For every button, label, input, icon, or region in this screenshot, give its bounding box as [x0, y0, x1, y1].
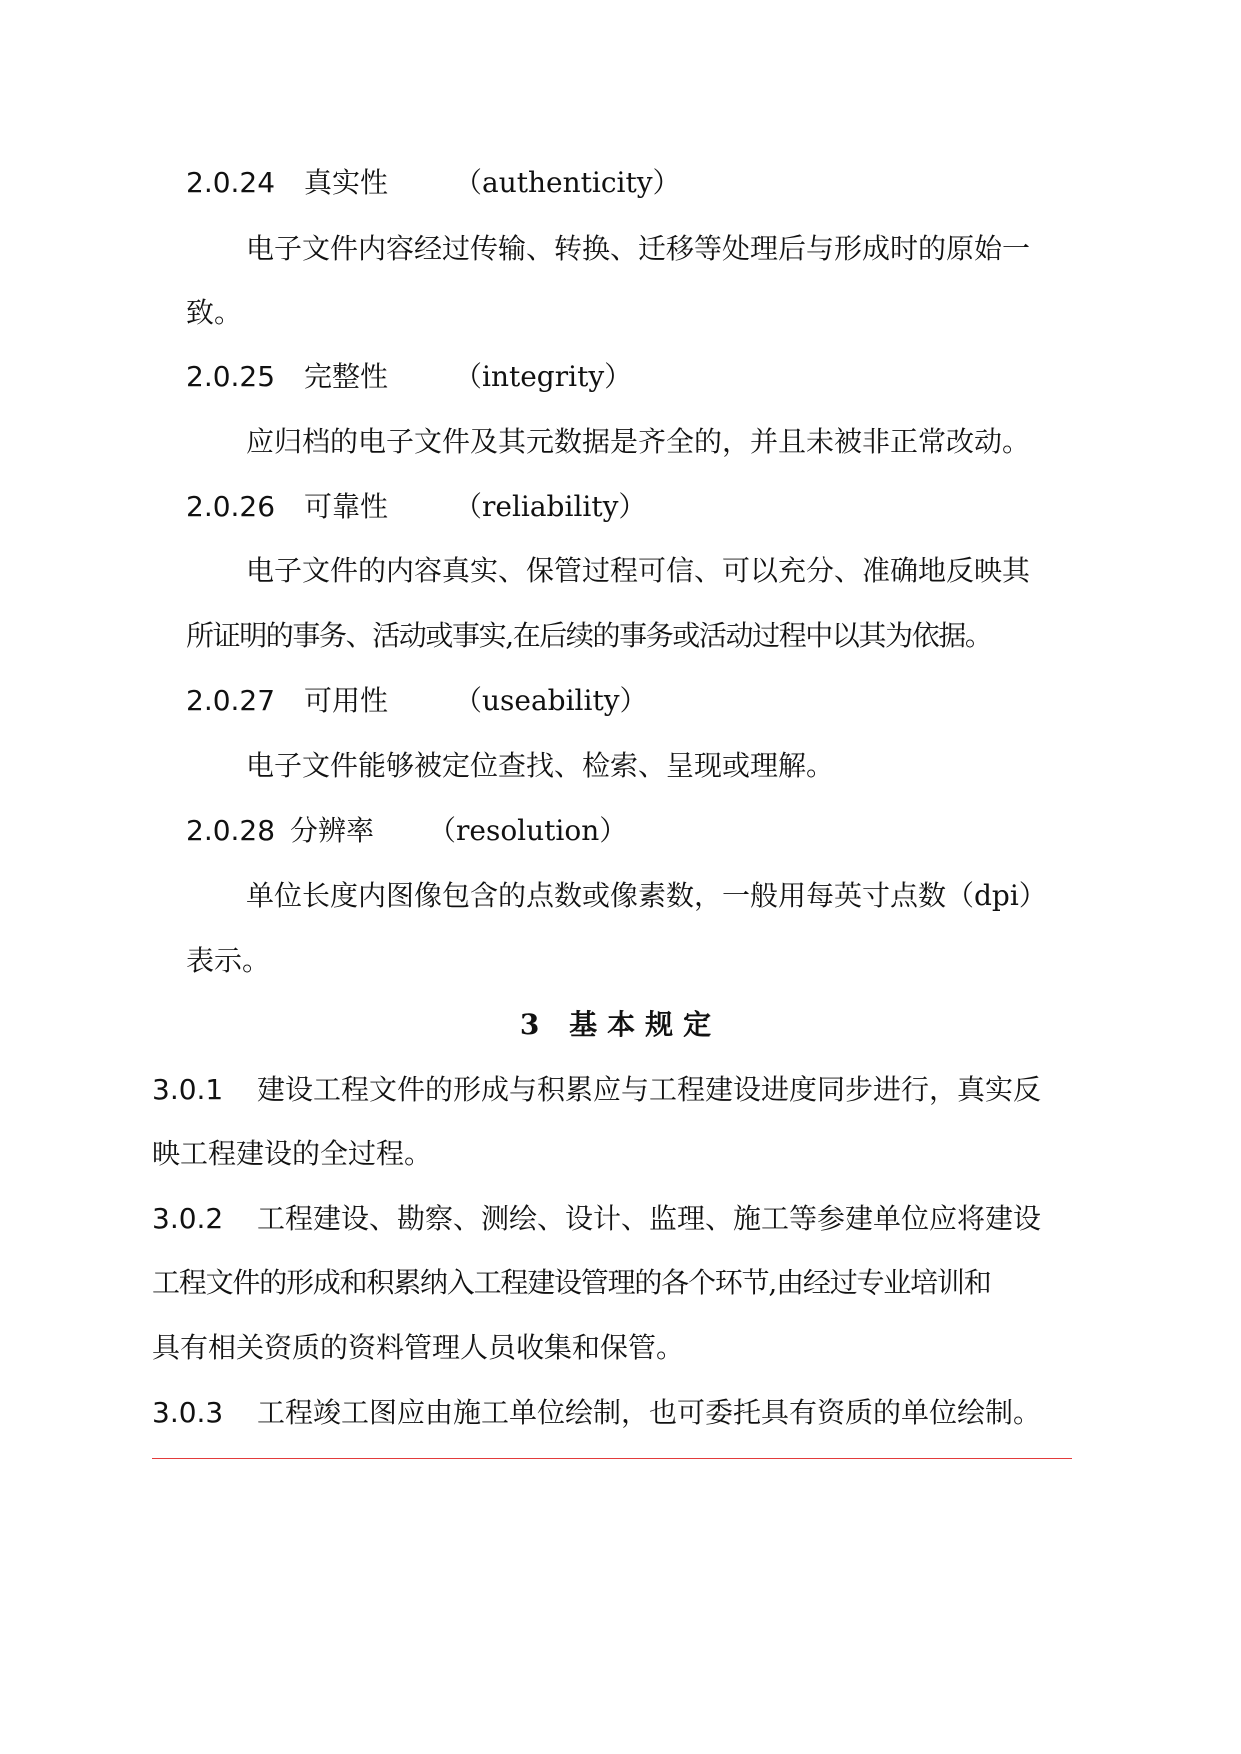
term-name: 完整性	[304, 360, 389, 393]
clause-3-0-2	[152, 1199, 1041, 1239]
term-name: 可靠性	[304, 490, 389, 523]
term-2-0-27	[186, 681, 648, 721]
term-2-0-25	[186, 357, 632, 397]
term-name: 分辨率	[290, 814, 375, 847]
clause-text-line: 建设工程文件的形成与积累应与工程建设进度同步进行，真实反	[257, 1073, 1042, 1106]
clause-text-line: 映工程建设的全过程。	[152, 1137, 433, 1170]
section-heading: 3 基本规定	[519, 1008, 722, 1041]
term-definition-line: 单位长度内图像包含的点数或像素数，一般用每英寸点数（dpi）	[246, 879, 1047, 912]
clause-text-line: 工程竣工图应由施工单位绘制，也可委托具有资质的单位绘制。	[257, 1396, 1042, 1429]
term-2-0-26	[186, 487, 646, 527]
term-definition-line: 电子文件的内容真实、保管过程可信、可以充分、准确地反映其	[246, 554, 1031, 587]
term-definition-line: 所证明的事务、活动或事实,在后续的事务或活动过程中以其为依据。	[186, 619, 992, 652]
clause-text-line: 具有相关资质的资料管理人员收集和保管。	[152, 1331, 685, 1364]
term-english: （useability）	[454, 684, 648, 717]
term-definition-line: 应归档的电子文件及其元数据是齐全的，并且未被非正常改动。	[246, 425, 1031, 458]
clause-number: 3.0.1	[152, 1073, 224, 1106]
clause-number: 3.0.2	[152, 1202, 224, 1235]
term-english: （resolution）	[428, 814, 628, 847]
clause-text-line: 工程建设、勘察、测绘、设计、监理、施工等参建单位应将建设	[257, 1202, 1042, 1235]
term-number: 2.0.26	[186, 490, 276, 523]
term-number: 2.0.24	[186, 166, 276, 199]
term-name: 真实性	[304, 166, 389, 199]
term-2-0-28	[186, 811, 627, 851]
clause-3-0-3	[152, 1393, 1041, 1433]
term-english: （authenticity）	[454, 166, 681, 199]
term-english: （reliability）	[454, 490, 647, 523]
red-horizontal-rule	[152, 1458, 1072, 1459]
term-2-0-24	[186, 163, 681, 203]
term-definition-line: 致。	[186, 296, 243, 329]
term-number: 2.0.28	[186, 814, 276, 847]
term-name: 可用性	[304, 684, 389, 717]
term-definition-line: 电子文件能够被定位查找、检索、呈现或理解。	[246, 749, 835, 782]
term-english: （integrity）	[454, 360, 633, 393]
clause-3-0-1	[152, 1070, 1041, 1110]
term-number: 2.0.27	[186, 684, 276, 717]
term-definition-line: 表示。	[186, 944, 271, 977]
clause-text-line: 工程文件的形成和积累纳入工程建设管理的各个环节,由经过专业培训和	[152, 1266, 991, 1299]
clause-number: 3.0.3	[152, 1396, 224, 1429]
term-definition-line: 电子文件内容经过传输、转换、迁移等处理后与形成时的原始一	[246, 232, 1031, 265]
term-number: 2.0.25	[186, 360, 276, 393]
